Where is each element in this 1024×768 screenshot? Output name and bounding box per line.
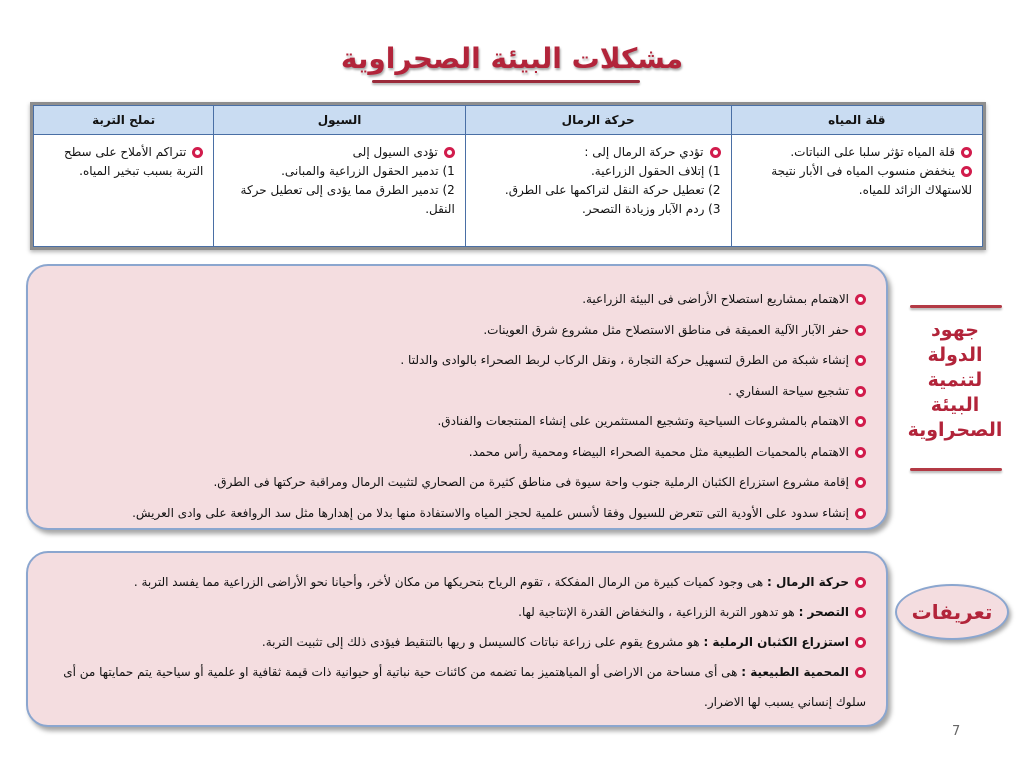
list-item [46,657,866,717]
cell-water-scarcity [731,135,982,247]
bullet-icon [855,416,866,427]
definition-term: المحمية الطبيعية : [741,665,849,679]
definitions-panel [26,551,888,727]
bullet-icon [192,147,203,158]
header-soil-salinity: تملح التربة [34,106,214,135]
list-item [46,567,866,597]
bullet-icon [710,147,721,158]
problems-table [33,105,983,247]
side-label-top-bar [910,305,1002,308]
definition-text: هى أى مساحة من الاراضى أو المياهتميز بما تضمه من كائنات حية نباتية أو حيوانية ذات قيمة ثقافية او علمية أو سياحية يتم حمايتها من أى سلوك إنساني يسبب لها الاضرار. [63,665,866,709]
problems-table-frame [30,102,986,250]
header-water-scarcity: قلة المياه [731,106,982,135]
bullet-icon [444,147,455,158]
table-row [34,135,983,247]
definition-term: استزراع الكثبان الرملية : [703,635,849,649]
cell-floods [214,135,465,247]
bullet-icon [855,607,866,618]
definitions-label: تعريفات [895,584,1009,640]
page-number: 7 [952,724,961,739]
efforts-side-label [905,305,1005,475]
list-item: الاهتمام بالمحميات الطبيعية مثل محمية الصحراء البيضاء ومحمية رأس محمد. [46,437,866,468]
cell-text: تؤدى السيول إلى [352,145,438,159]
cell-text: 2) تدمير الطرق مما يؤدى إلى تعطيل حركة النقل. [240,183,455,216]
bullet-icon [855,325,866,336]
bullet-icon [855,477,866,488]
list-item: الاهتمام بمشاريع استصلاح الأراضى فى البيئة الزراعية. [46,284,866,315]
list-item: الاهتمام بالمشروعات السياحية وتشجيع المستثمرين على إنشاء المنتجعات والفنادق. [46,406,866,437]
cell-text: 3) ردم الآبار وزيادة التصحر. [581,202,721,216]
efforts-label: جهود الدولة لتنمية البيئة الصحراوية [907,319,1003,441]
bullet-icon [855,667,866,678]
cell-text: 2) تعطيل حركة النقل لتراكمها على الطرق. [504,183,721,197]
header-floods: السيول [214,106,465,135]
list-item: تشجيع سياحة السفاري . [46,376,866,407]
list-item: حفر الآبار الآلية العميقة فى مناطق الاستصلاح مثل مشروع شرق العوينات. [46,315,866,346]
side-label-bottom-bar [910,468,1002,471]
bullet-icon [855,577,866,588]
list-item: إقامة مشروع استزراع الكثبان الرملية جنوب واحة سيوة فى مناطق كثيرة من الصحاري لتثبيت الرمال ومراقبة حركتها فى الطرق. [46,467,866,498]
cell-text: ينخفض منسوب المياه فى الأبار نتيجة للاستهلاك الزائد للمياه. [771,164,972,197]
list-item: إنشاء شبكة من الطرق لتسهيل حركة التجارة ، ونقل الركاب لربط الصحراء بالوادى والدلتا . [46,345,866,376]
bullet-icon [855,386,866,397]
bullet-icon [961,166,972,177]
header-sand-movement: حركة الرمال [465,106,731,135]
cell-sand-movement [465,135,731,247]
definition-term: حركة الرمال : [767,575,849,589]
cell-text: 1) إتلاف الحقول الزراعية. [590,164,721,178]
efforts-list [46,284,866,528]
list-item [46,597,866,627]
page-title: مشكلات البيئة الصحراوية [340,42,684,75]
bullet-icon [855,294,866,305]
definition-term: التصحر : [798,605,849,619]
cell-text: 1) تدمير الحقول الزراعية والمبانى. [281,164,455,178]
bullet-icon [855,508,866,519]
table-header-row [34,106,983,135]
bullet-icon [855,637,866,648]
definition-text: هى وجود كميات كبيرة من الرمال المفككة ، تقوم الرياح بتحريكها من مكان لأخر، وأحيانا نحو الأراضى الزراعية مما يفسد التربة . [133,575,764,589]
list-item [46,627,866,657]
definition-text: هو تدهور التربة الزراعية ، والنخفاض القدرة الإنتاجية لها. [518,605,795,619]
cell-text: قلة المياه تؤثر سلبا على النباتات. [790,145,955,159]
bullet-icon [855,355,866,366]
definitions-list [46,567,866,717]
cell-soil-salinity [34,135,214,247]
cell-text: تؤدي حركة الرمال إلى : [584,145,704,159]
bullet-icon [855,447,866,458]
list-item: إنشاء سدود على الأودية التى تتعرض للسيول وفقا لأسس علمية لحجز المياه والاستفادة منها بدلا من إهدارها مثل سد الروافعة على وادى العريش. [46,498,866,529]
definition-text: هو مشروع يقوم على زراعة نباتات كالسيسل و ريها بالتنقيط فيؤدى ذلك إلى تثبيت التربة. [261,635,700,649]
title-underline [372,80,640,83]
cell-text: تتراكم الأملاح على سطح التربة بسبب تبخير المياه. [63,145,204,178]
bullet-icon [961,147,972,158]
efforts-panel [26,264,888,530]
